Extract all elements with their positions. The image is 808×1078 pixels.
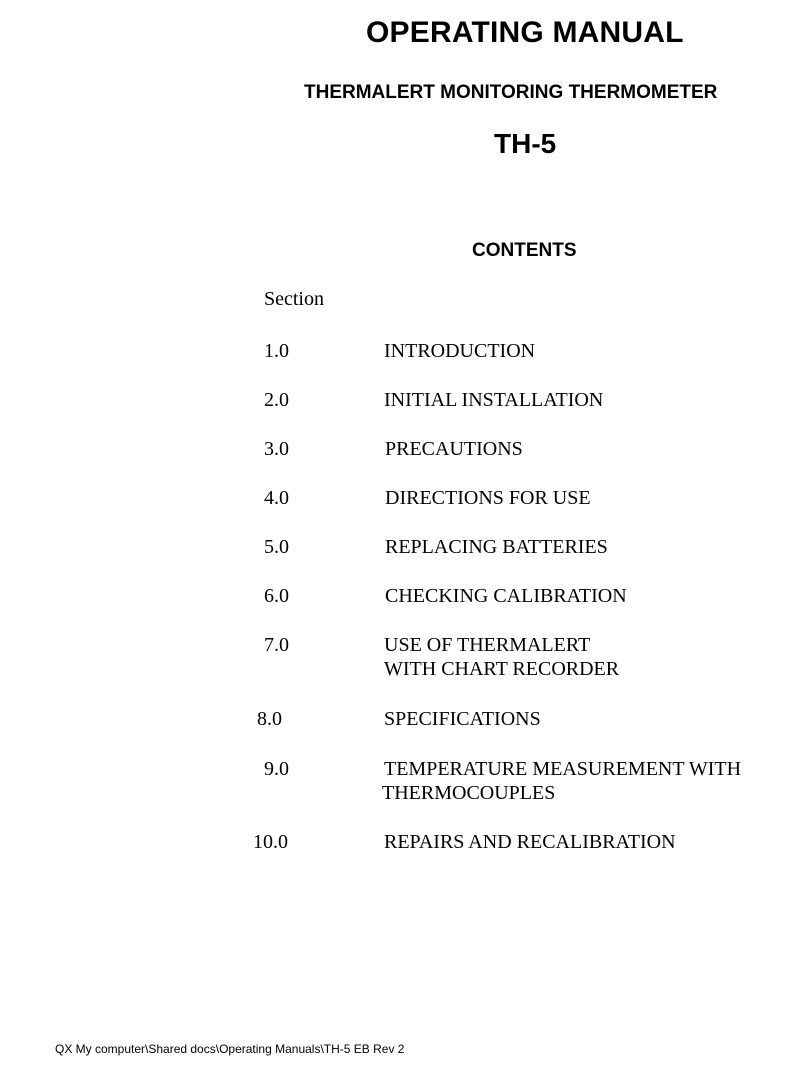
toc-title-2: INITIAL INSTALLATION [384,389,604,411]
toc-title-7-line1: USE OF THERMALERT [384,634,591,656]
toc-title-8: SPECIFICATIONS [384,708,541,730]
toc-title-10: REPAIRS AND RECALIBRATION [384,831,676,853]
contents-heading: CONTENTS [472,240,577,261]
toc-title-7-line2: WITH CHART RECORDER [384,658,620,680]
toc-number-2: 2.0 [264,389,289,411]
toc-number-8: 8.0 [257,708,282,730]
toc-title-9-line2: THERMOCOUPLES [382,782,556,804]
toc-title-6: CHECKING CALIBRATION [385,585,627,607]
section-column-label: Section [264,288,324,310]
toc-title-3: PRECAUTIONS [385,438,523,460]
toc-number-10: 10.0 [253,831,288,853]
toc-number-9: 9.0 [264,758,289,780]
toc-title-5: REPLACING BATTERIES [385,536,608,558]
toc-number-7: 7.0 [264,634,289,656]
document-subtitle: THERMALERT MONITORING THERMOMETER [304,82,718,103]
footer-file-path: QX My computer\Shared docs\Operating Manuals\TH-5 EB Rev 2 [55,1042,405,1056]
toc-title-4: DIRECTIONS FOR USE [385,487,591,509]
toc-number-1: 1.0 [264,340,289,362]
toc-title-9-line1: TEMPERATURE MEASUREMENT WITH [384,758,742,780]
toc-number-6: 6.0 [264,585,289,607]
model-number: TH-5 [494,128,557,159]
toc-number-5: 5.0 [264,536,289,558]
document-title: OPERATING MANUAL [366,16,684,49]
toc-number-3: 3.0 [264,438,289,460]
toc-number-4: 4.0 [264,487,289,509]
toc-title-1: INTRODUCTION [384,340,536,362]
